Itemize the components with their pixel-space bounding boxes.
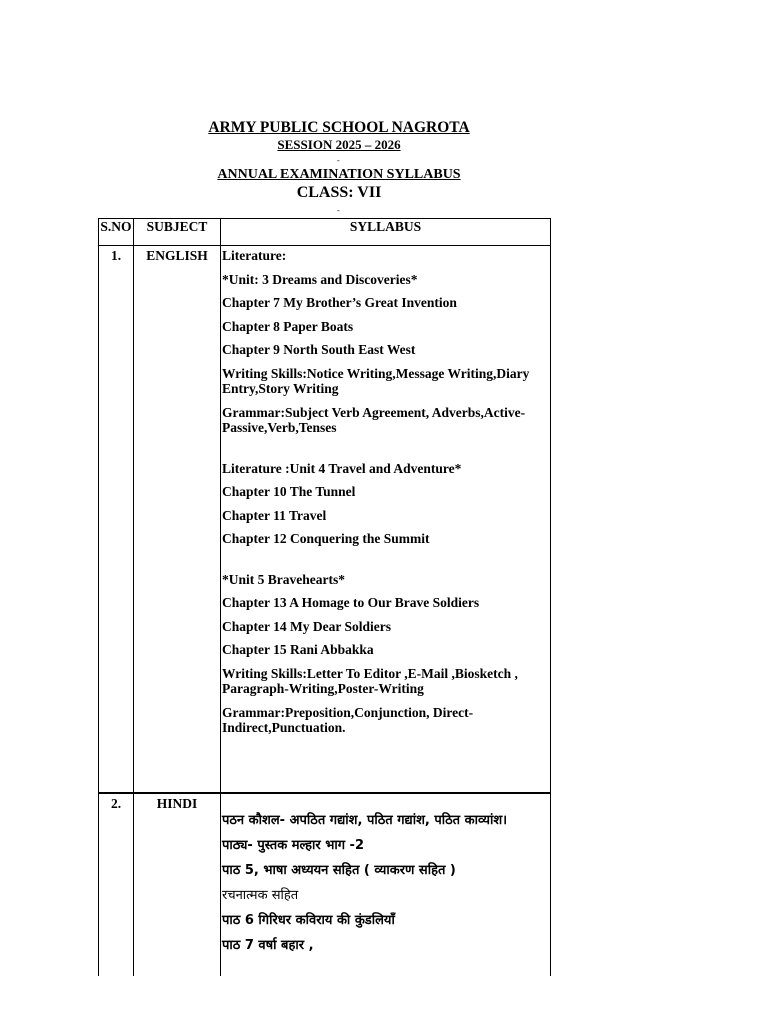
stray-mark: -: [337, 206, 340, 215]
syllabus-line: Grammar:Subject Verb Agreement, Adverbs,Active-Passive,Verb,Tenses: [222, 404, 526, 435]
syllabus-line: *Unit 5 Bravehearts*: [222, 571, 345, 587]
column-header-subject: SUBJECT: [134, 219, 221, 246]
syllabus-line: Chapter 13 A Homage to Our Brave Soldiers: [222, 595, 480, 610]
column-header-syllabus: SYLLABUS: [221, 219, 551, 246]
syllabus-table: [98, 218, 551, 976]
table-header-row: [99, 219, 551, 246]
syllabus-line: Literature:: [222, 248, 287, 263]
syllabus-line: Chapter 10 The Tunnel: [222, 484, 356, 499]
syllabus-line: पाठ 6 गिरिधर कविराय की कुंडलियाँ: [222, 913, 395, 928]
syllabus-line: पठन कौशल- अपठित गद्यांश, पठित गद्यांश, पठित काव्यांश।: [222, 813, 508, 828]
syllabus-line: पाठ्य- पुस्तक मल्हार भाग -2: [222, 838, 364, 853]
serial-number: 1.: [99, 246, 134, 794]
syllabus-line: Chapter 9 North South East West: [222, 342, 416, 357]
syllabus-line: Chapter 12 Conquering the Summit: [222, 531, 430, 546]
stray-mark: -: [337, 156, 340, 165]
syllabus-line: Writing Skills:Notice Writing,Message Writing,Diary Entry,Story Writing: [222, 365, 530, 396]
syllabus-cell: [221, 793, 551, 976]
syllabus-line: Chapter 14 My Dear Soldiers: [222, 618, 391, 634]
serial-number: 2.: [99, 793, 134, 976]
syllabus-line: पाठ 5, भाषा अध्ययन सहित ( व्याकरण सहित ): [222, 863, 456, 878]
syllabus-line: Chapter 15 Rani Abbakka: [222, 642, 374, 657]
syllabus-line: रचनात्मक सहित: [222, 888, 299, 903]
school-name: ARMY PUBLIC SCHOOL NAGROTA: [208, 119, 470, 136]
table-row: [99, 793, 551, 976]
syllabus-line: Literature :Unit 4 Travel and Adventure*: [222, 460, 462, 476]
exam-title: ANNUAL EXAMINATION SYLLABUS: [217, 167, 461, 182]
syllabus-line: Grammar:Preposition,Conjunction, Direct- Indirect,Punctuation.: [222, 704, 474, 735]
table-row: [99, 246, 551, 794]
syllabus-line: Chapter 11 Travel: [222, 507, 327, 523]
column-header-sno: S.NO: [99, 219, 134, 246]
spacer: [222, 444, 544, 461]
class-title: CLASS: VII: [296, 184, 382, 201]
syllabus-cell: [221, 246, 551, 794]
spacer: [222, 555, 544, 572]
syllabus-line: Chapter 8 Paper Boats: [222, 318, 354, 334]
syllabus-line: Writing Skills:Letter To Editor ,E-Mail ,Biosketch , Paragraph-Writing,Poster-Writing: [222, 665, 518, 696]
subject-name: HINDI: [134, 793, 221, 976]
syllabus-line: *Unit: 3 Dreams and Discoveries*: [222, 271, 418, 287]
subject-name: ENGLISH: [134, 246, 221, 794]
syllabus-line: Chapter 7 My Brother’s Great Invention: [222, 295, 457, 310]
syllabus-line: पाठ 7 वर्षा बहार ,: [222, 938, 314, 953]
session-title: SESSION 2025 – 2026: [277, 137, 401, 152]
